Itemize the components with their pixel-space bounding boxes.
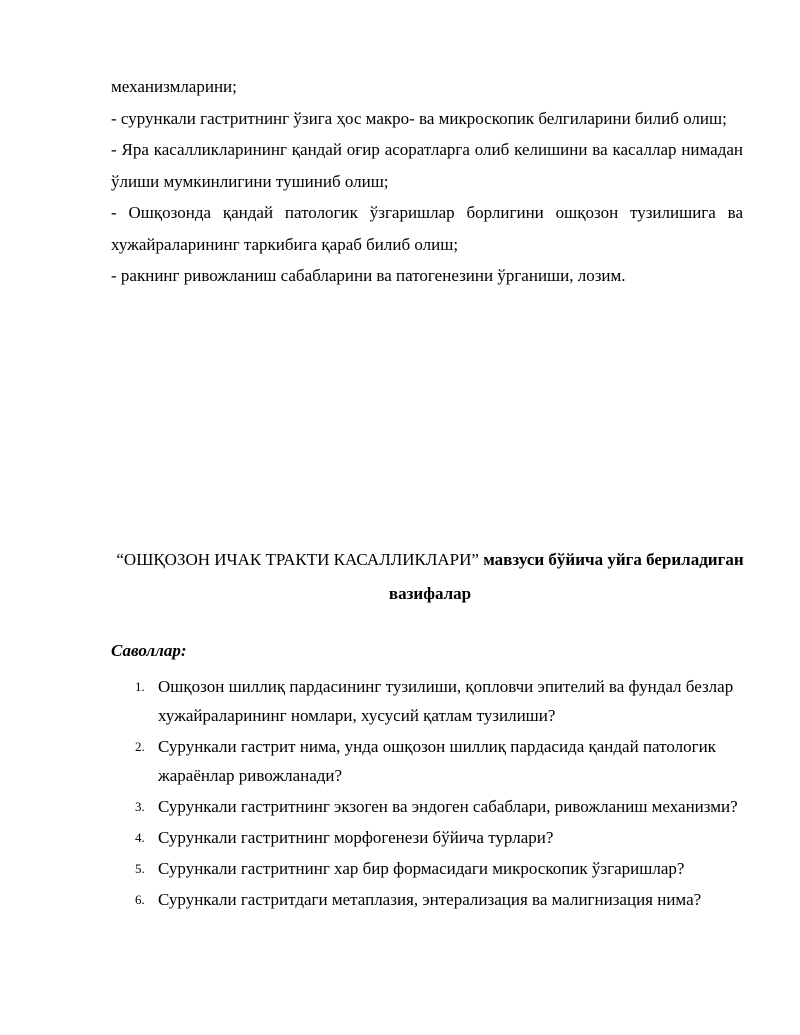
item-text: Сурункали гастритдаги метаплазия, энтерализация ва малигнизация нима?	[158, 890, 702, 909]
item-text: Сурункали гастритнинг морфогенези бўйича турлари?	[158, 828, 554, 847]
intro-paragraph: механизмларини;	[111, 77, 237, 96]
item-text: Сурункали гастритнинг хар бир формасидаги микроскопик ўзгаришлар?	[158, 859, 685, 878]
intro-text	[111, 71, 743, 292]
questions-list	[111, 672, 751, 916]
title-rest: мавзуси бўйича уйга бериладиган вазифалар	[388, 550, 744, 603]
list-item	[111, 672, 751, 730]
item-number: 6.	[135, 892, 145, 907]
item-text: Сурункали гастритнинг экзоген ва эндоген сабаблари, ривожланиш механизми?	[158, 797, 738, 816]
intro-paragraph: - сурункали гастритнинг ўзига ҳос макро- ва микроскопик белгиларини билиб олиш;	[111, 108, 727, 128]
section-title	[100, 543, 760, 611]
questions-heading: Саволлар:	[111, 641, 187, 660]
intro-paragraph: - Яра касалликларининг қандай оғир асоратларга олиб келишини ва касаллар нимадан ўлиши мумкинлигини тушиниб олиш;	[111, 140, 743, 191]
item-text: Сурункали гастрит нима, унда ошқозон шиллиқ пардасида қандай патологик жараёнлар ривожланади?	[158, 737, 716, 785]
intro-paragraph: - ракнинг ривожланиш сабабларини ва патогенезини ўрганиши, лозим.	[111, 266, 626, 285]
list-item	[111, 854, 751, 883]
item-number: 2.	[135, 739, 145, 754]
intro-paragraph: - Ошқозонда қандай патологик ўзгаришлар борлигини ошқозон тузилишига ва хужайраларининг таркибига қараб билиб олиш;	[111, 203, 743, 254]
topic-name: “ОШҚОЗОН ИЧАК ТРАКТИ КАСАЛЛИКЛАРИ”	[116, 550, 479, 569]
item-text: Ошқозон шиллиқ пардасининг тузилиши, қопловчи эпителий ва фундал безлар хужайраларининг номлари, хусусий қатлам тузилиши?	[158, 677, 734, 725]
list-item	[111, 792, 751, 821]
list-item	[111, 823, 751, 852]
item-number: 3.	[135, 799, 145, 814]
list-item	[111, 732, 751, 790]
item-number: 1.	[135, 679, 145, 694]
item-number: 5.	[135, 861, 145, 876]
item-number: 4.	[135, 830, 145, 845]
list-item	[111, 885, 751, 914]
